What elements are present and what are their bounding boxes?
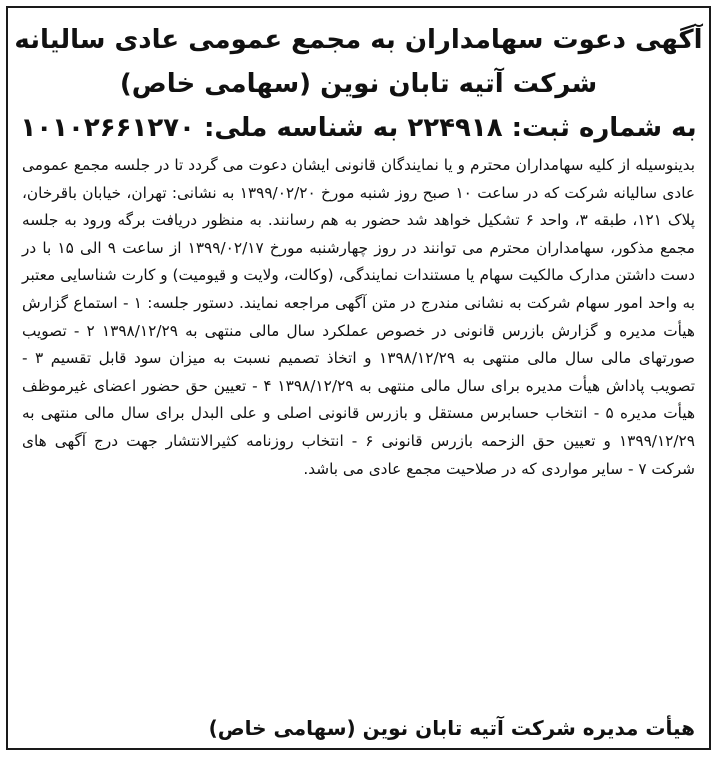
registration-info: به شماره ثبت: ۲۲۴۹۱۸ به شناسه ملی: ۱۰۱۰۲۶۶۱۲۷۰ <box>20 113 697 143</box>
notice-frame <box>6 6 711 750</box>
notice-body-text: بدینوسیله از کلیه سهامداران محترم و یا نمایندگان قانونی ایشان دعوت می گردد تا در جلسه مجمع عمومی عادی سالیانه شرکت که در ساعت ۱۰ صبح روز شنبه مورخ ۱۳۹۹/۰۲/۲۰ به نشانی: تهران، خیابان باقرخان، پلاک ۱۲۱، طبقه ۳، واحد ۶ تشکیل خواهد شد حضور به هم رسانند. به منظور دریافت برگه ورود به جلسه مجمع مذکور، سهامداران محترم می توانند در روز چهارشنبه مورخ ۱۳۹۹/۰۲/۱۷ از ساعت ۹ الی ۱۵ با در دست داشتن مدارک مالکیت سهام یا مستندات نمایندگی، (وکالت، ولایت و قیومیت) و کارت شناسایی معتبر به واحد امور سهام شرکت به نشانی مندرج در متن آگهی مراجعه نمایند. دستور جلسه: ۱ - استماع گزارش هیأت مدیره و گزارش بازرس قانونی در خصوص عملکرد سال مالی منتهی به ۱۳۹۸/۱۲/۲۹ ۲ - تصویب صورتهای مالی سال مالی منتهی به ۱۳۹۸/۱۲/۲۹ و اتخاذ تصمیم نسبت به میزان سود قابل تقسیم ۳ - تصویب پاداش هیأت مدیره برای سال مالی منتهی به ۱۳۹۸/۱۲/۲۹ ۴ - تعیین حق حضور اعضای غیرموظف هیأت مدیره ۵ - انتخاب حسابرس مستقل و بازرس قانونی اصلی و علی البدل برای سال مالی منتهی به ۱۳۹۹/۱۲/۲۹ و تعیین حق الزحمه بازرس قانونی ۶ - انتخاب روزنامه کثیرالانتشار جهت درج آگهی های شرکت ۷ - سایر مواردی که در صلاحیت مجمع عادی می باشد. <box>22 156 696 478</box>
company-name: شرکت آتیه تابان نوین (سهامی خاص) <box>119 69 598 99</box>
notice-header <box>8 18 709 150</box>
board-signature: هیأت مدیره شرکت آتیه تابان نوین (سهامی خاص) <box>208 716 695 740</box>
notice-body <box>8 150 709 483</box>
notice-title: آگهی دعوت سهامداران به مجمع عمومی عادی سالیانه <box>14 25 703 55</box>
